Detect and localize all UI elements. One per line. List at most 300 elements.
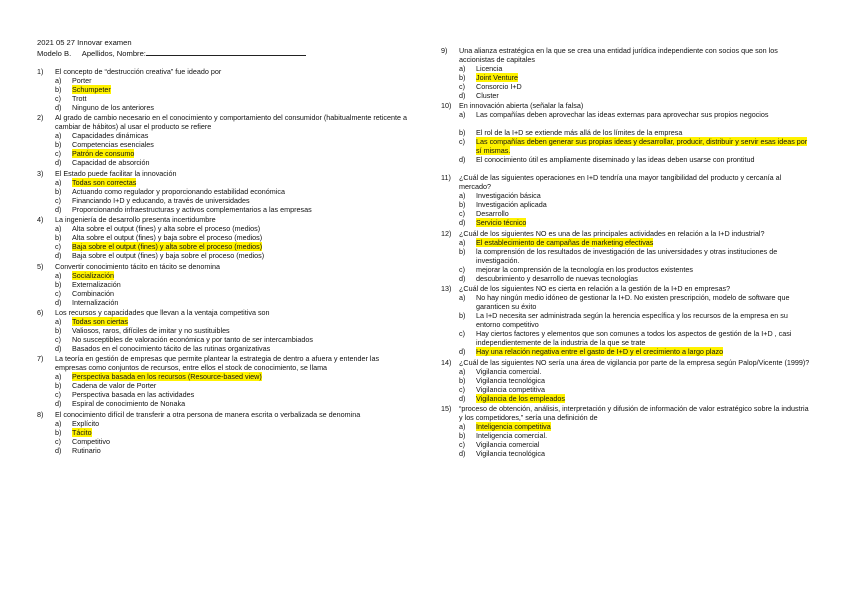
option-letter: a) (459, 191, 466, 201)
answer-option[interactable] (37, 196, 407, 205)
answer-option[interactable] (441, 329, 813, 347)
option-text-wrap (476, 247, 813, 265)
option-text: Competitivo (72, 436, 110, 446)
answer-option[interactable] (441, 274, 813, 283)
answer-option[interactable] (441, 128, 813, 137)
option-letter: d) (459, 273, 466, 283)
question-text: Al grado de cambio necesario en el conocimiento y comportamiento del consumidor (habitualmente reticente a cambiar de hábitos) al usar el producto se refiere (55, 113, 407, 132)
answer-option[interactable] (441, 238, 813, 247)
option-text-wrap (476, 449, 813, 458)
question-number: 5) (37, 261, 44, 271)
option-letter: b) (55, 427, 62, 437)
option-text: Valiosos, raros, difíciles de imitar y no sustituibles (72, 325, 230, 335)
option-text: mejorar la comprensión de la tecnología en los productos existentes (476, 264, 693, 274)
option-text: Inteligencia comercial. (476, 430, 548, 440)
option-text: Trott (72, 94, 87, 103)
answer-option[interactable] (37, 317, 407, 326)
option-text-wrap (476, 394, 813, 403)
question-number: 7) (37, 354, 44, 364)
left-column (37, 38, 407, 456)
highlighted-answer: Tácito (72, 427, 92, 437)
option-text-wrap (72, 446, 407, 455)
question-stem (37, 67, 407, 76)
answer-option[interactable] (37, 85, 407, 94)
answer-option[interactable] (37, 103, 407, 112)
question-text: La ingeniería de desarrollo presenta incertidumbre (55, 215, 216, 225)
answer-option[interactable] (37, 390, 407, 399)
highlighted-answer: Patrón de consumo (72, 149, 135, 159)
answer-option[interactable] (37, 251, 407, 260)
option-letter: b) (55, 325, 62, 335)
option-text: El conocimiento útil es ampliamente diseminado y las ideas deben usarse con prontitud (476, 155, 755, 165)
option-text: Vigilancia tecnológica (476, 448, 545, 458)
question-text: En innovación abierta (señalar la falsa) (459, 101, 584, 111)
answer-option[interactable] (37, 280, 407, 289)
option-letter: c) (459, 264, 465, 274)
option-letter: c) (55, 242, 61, 252)
option-letter: c) (459, 209, 465, 219)
question-stem (37, 354, 407, 372)
option-text-wrap (72, 242, 407, 251)
answer-option[interactable] (441, 394, 813, 403)
option-letter: a) (459, 366, 466, 376)
answer-option[interactable] (441, 347, 813, 356)
option-letter: a) (55, 418, 62, 428)
answer-option[interactable] (37, 158, 407, 167)
answer-option[interactable] (37, 233, 407, 242)
option-text: Alta sobre el output (fines) y alta sobre el proceso (medios) (72, 224, 261, 234)
option-text-wrap (72, 196, 407, 205)
highlighted-answer: Hay una relación negativa entre el gasto de I+D y el crecimiento a largo plazo (476, 347, 724, 357)
option-letter: b) (459, 128, 466, 138)
option-letter: a) (459, 110, 466, 120)
question-number: 3) (37, 168, 44, 178)
option-text: Licencia (476, 64, 503, 73)
question-14 (441, 358, 813, 403)
question-stem (441, 358, 813, 367)
answer-option[interactable] (441, 218, 813, 227)
option-text-wrap (476, 200, 813, 209)
exam-model: Modelo B. (37, 49, 72, 58)
option-text-wrap (72, 381, 407, 390)
option-text-wrap (476, 376, 813, 385)
answer-option[interactable] (37, 446, 407, 455)
answer-option[interactable] (441, 200, 813, 209)
option-letter: b) (55, 279, 62, 289)
option-text: Actuando como regulador y proporcionando estabilidad económica (72, 186, 285, 196)
option-letter: d) (55, 343, 62, 353)
option-text-wrap (72, 187, 407, 196)
option-text-wrap (72, 335, 407, 344)
option-text: Baja sobre el output (fines) y baja sobre el proceso (medios) (72, 251, 265, 261)
option-text: Alta sobre el output (fines) y baja sobre el proceso (medios) (72, 233, 263, 243)
option-text-wrap (72, 419, 407, 428)
question-stem (441, 101, 813, 110)
option-letter: d) (55, 158, 62, 168)
option-text: Las compañías deben aprovechar las ideas externas para aprovechar sus propios negocios (476, 110, 769, 120)
option-letter: c) (55, 149, 61, 159)
option-letter: c) (459, 439, 465, 449)
option-text-wrap (476, 110, 813, 119)
option-text-wrap (476, 367, 813, 376)
option-text: Internalización (72, 297, 119, 307)
option-letter: c) (55, 334, 61, 344)
answer-option[interactable] (37, 298, 407, 307)
option-text-wrap (72, 437, 407, 446)
option-letter: a) (55, 177, 62, 187)
option-letter: d) (55, 204, 62, 214)
answer-option[interactable] (37, 224, 407, 233)
question-stem (37, 215, 407, 224)
answer-option[interactable] (441, 293, 813, 311)
option-text: Capacidad de absorción (72, 158, 150, 168)
option-letter: c) (459, 82, 465, 91)
question-number: 10) (441, 101, 452, 111)
answer-option[interactable] (37, 419, 407, 428)
left-question-list (37, 67, 407, 455)
blank-line-spacer (441, 119, 813, 128)
highlighted-answer: Joint Venture (476, 73, 518, 82)
option-letter: b) (459, 73, 466, 82)
option-text: Cluster (476, 91, 499, 100)
option-text-wrap (476, 238, 813, 247)
option-text: Basados en el conocimiento tácito de las rutinas organizativas (72, 343, 271, 353)
question-9 (441, 46, 813, 100)
answer-option[interactable] (37, 94, 407, 103)
option-text-wrap (476, 155, 813, 164)
option-text-wrap (476, 73, 813, 82)
answer-option[interactable] (441, 265, 813, 274)
answer-option[interactable] (37, 76, 407, 85)
option-letter: b) (459, 375, 466, 385)
option-letter: d) (459, 448, 466, 458)
option-letter: d) (459, 218, 466, 228)
option-text: Cadena de valor de Porter (72, 381, 157, 391)
answer-option[interactable] (441, 311, 813, 329)
exam-title: 2021 05 27 Innovar examen (37, 38, 132, 47)
option-letter: d) (459, 347, 466, 357)
answer-option[interactable] (441, 73, 813, 82)
name-blank-line[interactable] (146, 48, 306, 56)
question-text: ¿Cuál de los siguientes NO es cierta en relación a la gestión de la I+D en empresas? (459, 284, 731, 294)
highlighted-answer: Las compañías deben generar sus propias ideas y desarrollar, producir, distribuir y servir esas ideas por sí mismas. (476, 137, 808, 156)
question-stem (37, 308, 407, 317)
answer-option[interactable] (37, 140, 407, 149)
option-letter: a) (55, 224, 62, 234)
option-text: Espiral de conocimiento de Nonaka (72, 399, 186, 409)
question-stem (37, 113, 407, 131)
option-letter: d) (55, 399, 62, 409)
option-text: Investigación aplicada (476, 200, 547, 210)
question-11 (441, 173, 813, 227)
option-text-wrap (72, 428, 407, 437)
answer-option[interactable] (37, 428, 407, 437)
answer-option[interactable] (441, 367, 813, 376)
option-text-wrap (476, 137, 813, 155)
option-text: No hay ningún medio idóneo de gestionar la I+D. No existen prescripción, modelo de software que garanticen su éxito (476, 293, 790, 312)
option-letter: d) (459, 393, 466, 403)
option-text: Perspectiva basada en las actividades (72, 390, 195, 400)
option-text: Ninguno de los anteriores (72, 103, 154, 112)
option-letter: a) (55, 372, 62, 382)
option-text: Hay ciertos factores y elementos que son comunes a todos los aspectos de gestión de la I+D , casi independientemente de la industria de la que se trate (476, 329, 792, 348)
question-text: “proceso de obtención, análisis, interpretación y difusión de información de valor estratégico sobre la industria y los competidores,” sería una definición de (459, 403, 809, 422)
option-letter: a) (55, 76, 62, 85)
option-text: Financiando I+D y educando, a través de universidades (72, 195, 250, 205)
option-text: Investigación básica (476, 191, 541, 201)
answer-option[interactable] (37, 326, 407, 335)
right-column (441, 46, 813, 459)
question-stem (441, 284, 813, 293)
option-text: Competencias esenciales (72, 140, 154, 150)
option-text-wrap (476, 64, 813, 73)
option-text-wrap (72, 149, 407, 158)
option-letter: b) (459, 246, 466, 256)
option-text-wrap (72, 326, 407, 335)
option-letter: b) (55, 140, 62, 150)
option-text-wrap (72, 205, 407, 214)
answer-option[interactable] (37, 372, 407, 381)
question-stem (37, 262, 407, 271)
option-text: Consorcio I+D (476, 82, 522, 91)
option-text-wrap (476, 329, 813, 347)
question-number: 12) (441, 228, 452, 238)
highlighted-answer: Todas son correctas (72, 177, 137, 187)
highlighted-answer: Perspectiva basada en los recursos (Resource-based view) (72, 372, 262, 382)
option-letter: c) (55, 94, 61, 103)
option-text-wrap (476, 91, 813, 100)
option-letter: b) (55, 381, 62, 391)
question-stem (441, 229, 813, 238)
option-text-wrap (476, 385, 813, 394)
answer-option[interactable] (37, 399, 407, 408)
option-text: Proporcionando infraestructuras y activos complementarios a las empresas (72, 204, 312, 214)
option-text-wrap (72, 94, 407, 103)
option-text-wrap (72, 140, 407, 149)
highlighted-answer: Servicio técnico (476, 218, 527, 228)
question-10 (441, 101, 813, 164)
option-text: descubrimiento y desarrollo de nuevas tecnologías (476, 273, 638, 283)
question-number: 14) (441, 357, 452, 367)
option-text: Vigilancia comercial. (476, 366, 542, 376)
option-text-wrap (476, 191, 813, 200)
question-number: 13) (441, 284, 452, 294)
option-text-wrap (72, 131, 407, 140)
question-5 (37, 262, 407, 307)
question-text: Convertir conocimiento tácito en tácito se denomina (55, 261, 221, 271)
answer-option[interactable] (37, 149, 407, 158)
option-letter: b) (55, 186, 62, 196)
answer-option[interactable] (441, 64, 813, 73)
answer-option[interactable] (441, 385, 813, 394)
option-letter: a) (55, 131, 62, 141)
option-letter: c) (55, 195, 61, 205)
answer-option[interactable] (37, 344, 407, 353)
option-text-wrap (476, 422, 813, 431)
option-text: La I+D necesita ser administrada según la herencia específica y los recursos de la empresa en su entorno competitivo (476, 311, 788, 330)
option-letter: d) (55, 445, 62, 455)
answer-option[interactable] (37, 205, 407, 214)
answer-option[interactable] (441, 440, 813, 449)
option-text-wrap (72, 317, 407, 326)
answer-option[interactable] (441, 91, 813, 100)
exam-header (37, 38, 407, 59)
option-text: Explícito (72, 418, 100, 428)
highlighted-answer: El establecimiento de campañas de marketing efectivas (476, 237, 654, 247)
question-number: 4) (37, 215, 44, 225)
question-1 (37, 67, 407, 112)
question-3 (37, 169, 407, 214)
question-number: 1) (37, 67, 44, 76)
answer-option[interactable] (441, 449, 813, 458)
option-text-wrap (72, 76, 407, 85)
question-4 (37, 215, 407, 260)
option-text-wrap (476, 82, 813, 91)
highlighted-answer: Schumpeter (72, 85, 111, 94)
option-text: No susceptibles de valoración económica y por tanto de ser intercambiados (72, 334, 313, 344)
highlighted-answer: Vigilancia de los empleados (476, 393, 565, 403)
answer-option[interactable] (37, 187, 407, 196)
option-letter: d) (55, 297, 62, 307)
option-text: Vigilancia competitiva (476, 384, 545, 394)
question-stem (37, 169, 407, 178)
option-text-wrap (72, 399, 407, 408)
question-text: Los recursos y capacidades que llevan a la ventaja competitiva son (55, 307, 270, 317)
answer-option[interactable] (37, 178, 407, 187)
option-letter: a) (55, 270, 62, 280)
answer-option[interactable] (441, 155, 813, 164)
option-letter: c) (459, 137, 465, 147)
option-text-wrap (72, 298, 407, 307)
option-text-wrap (476, 431, 813, 440)
option-letter: a) (459, 421, 466, 431)
question-text: El concepto de “destrucción creativa” fue ideado por (55, 67, 222, 76)
option-text-wrap (72, 158, 407, 167)
name-label: Apellidos, Nombre: (81, 49, 146, 58)
question-text: ¿Cuál de las siguientes NO sería una área de vigilancia por parte de la empresa según Palop/Vicente (1999)? (459, 357, 810, 367)
answer-option[interactable] (441, 431, 813, 440)
highlighted-answer: Socialización (72, 270, 114, 280)
highlighted-answer: Inteligencia competitiva (476, 421, 551, 431)
answer-option[interactable] (37, 381, 407, 390)
answer-option[interactable] (441, 110, 813, 119)
option-letter: a) (459, 237, 466, 247)
question-number: 6) (37, 307, 44, 317)
question-8 (37, 410, 407, 455)
option-letter: c) (55, 390, 61, 400)
option-text-wrap (72, 344, 407, 353)
option-letter: c) (459, 329, 465, 339)
question-text: ¿Cuál de las siguientes operaciones en I+D tendría una mayor tangibilidad del producto y cercanía al mercado? (459, 173, 782, 192)
option-text-wrap (476, 209, 813, 218)
question-13 (441, 284, 813, 356)
option-text: Porter (72, 76, 92, 85)
option-text-wrap (476, 311, 813, 329)
question-2 (37, 113, 407, 167)
highlighted-answer: Todas son ciertas (72, 316, 128, 326)
option-letter: d) (55, 103, 62, 112)
option-text: la comprensión de los resultados de investigación de las universidades y otras instituciones de investigación. (476, 246, 778, 265)
answer-option[interactable] (441, 209, 813, 218)
option-letter: c) (55, 288, 61, 298)
answer-option[interactable] (37, 289, 407, 298)
question-text: ¿Cuál de los siguientes NO es una de las principales actividades en relación a la I+D industrial? (459, 228, 765, 238)
answer-option[interactable] (37, 242, 407, 251)
option-text-wrap (476, 293, 813, 311)
option-letter: b) (55, 233, 62, 243)
option-text-wrap (72, 271, 407, 280)
option-text-wrap (476, 128, 813, 137)
question-12 (441, 229, 813, 283)
question-text: La teoría en gestión de empresas que permite plantear la estrategia de dentro a afuera y entender las empresas como conjuntos de recursos, entre ellos el stock de conocimiento, se llama (55, 354, 380, 373)
question-15 (441, 404, 813, 458)
question-text: El conocimiento difícil de transferir a otra persona de manera escrita o verbalizada se denomina (55, 409, 361, 419)
option-text-wrap (476, 440, 813, 449)
answer-option[interactable] (37, 335, 407, 344)
answer-option[interactable] (441, 376, 813, 385)
answer-option[interactable] (441, 82, 813, 91)
highlighted-answer: Baja sobre el output (fines) y alta sobre el proceso (medios) (72, 242, 263, 252)
question-number: 8) (37, 409, 44, 419)
option-text: Capacidades dinámicas (72, 131, 149, 141)
option-letter: d) (459, 91, 466, 100)
option-letter: b) (459, 430, 466, 440)
answer-option[interactable] (441, 191, 813, 200)
option-text: Rutinario (72, 445, 101, 455)
question-stem (441, 404, 813, 422)
option-text-wrap (72, 103, 407, 112)
option-text-wrap (72, 85, 407, 94)
option-letter: c) (55, 436, 61, 446)
answer-option[interactable] (37, 131, 407, 140)
option-letter: a) (55, 316, 62, 326)
option-letter: b) (459, 311, 466, 321)
question-number: 9) (441, 46, 448, 55)
option-text-wrap (72, 390, 407, 399)
answer-option[interactable] (441, 422, 813, 431)
option-text-wrap (72, 289, 407, 298)
option-text-wrap (72, 233, 407, 242)
question-number: 15) (441, 403, 452, 413)
question-text: Una alianza estratégica en la que se crea una entidad jurídica independiente con socios que son los accionistas de capitales (459, 46, 778, 64)
option-text-wrap (476, 265, 813, 274)
option-letter: b) (459, 200, 466, 210)
question-stem (37, 410, 407, 419)
question-7 (37, 354, 407, 408)
option-text-wrap (72, 280, 407, 289)
option-text: Combinación (72, 288, 114, 298)
question-stem (441, 173, 813, 191)
question-6 (37, 308, 407, 353)
answer-option[interactable] (441, 137, 813, 155)
question-text: El Estado puede facilitar la innovación (55, 168, 177, 178)
option-letter: a) (459, 64, 466, 73)
question-number: 2) (37, 113, 44, 123)
option-text-wrap (476, 218, 813, 227)
answer-option[interactable] (441, 247, 813, 265)
option-text: Desarrollo (476, 209, 509, 219)
right-question-list (441, 46, 813, 458)
option-letter: d) (55, 251, 62, 261)
option-text-wrap (72, 224, 407, 233)
option-text: Vigilancia comercial (476, 439, 540, 449)
option-letter: b) (55, 85, 62, 94)
option-text: El rol de la I+D se extiende más allá de los límites de la empresa (476, 128, 683, 138)
option-text-wrap (476, 347, 813, 356)
answer-option[interactable] (37, 437, 407, 446)
exam-model-line (37, 48, 407, 59)
answer-option[interactable] (37, 271, 407, 280)
